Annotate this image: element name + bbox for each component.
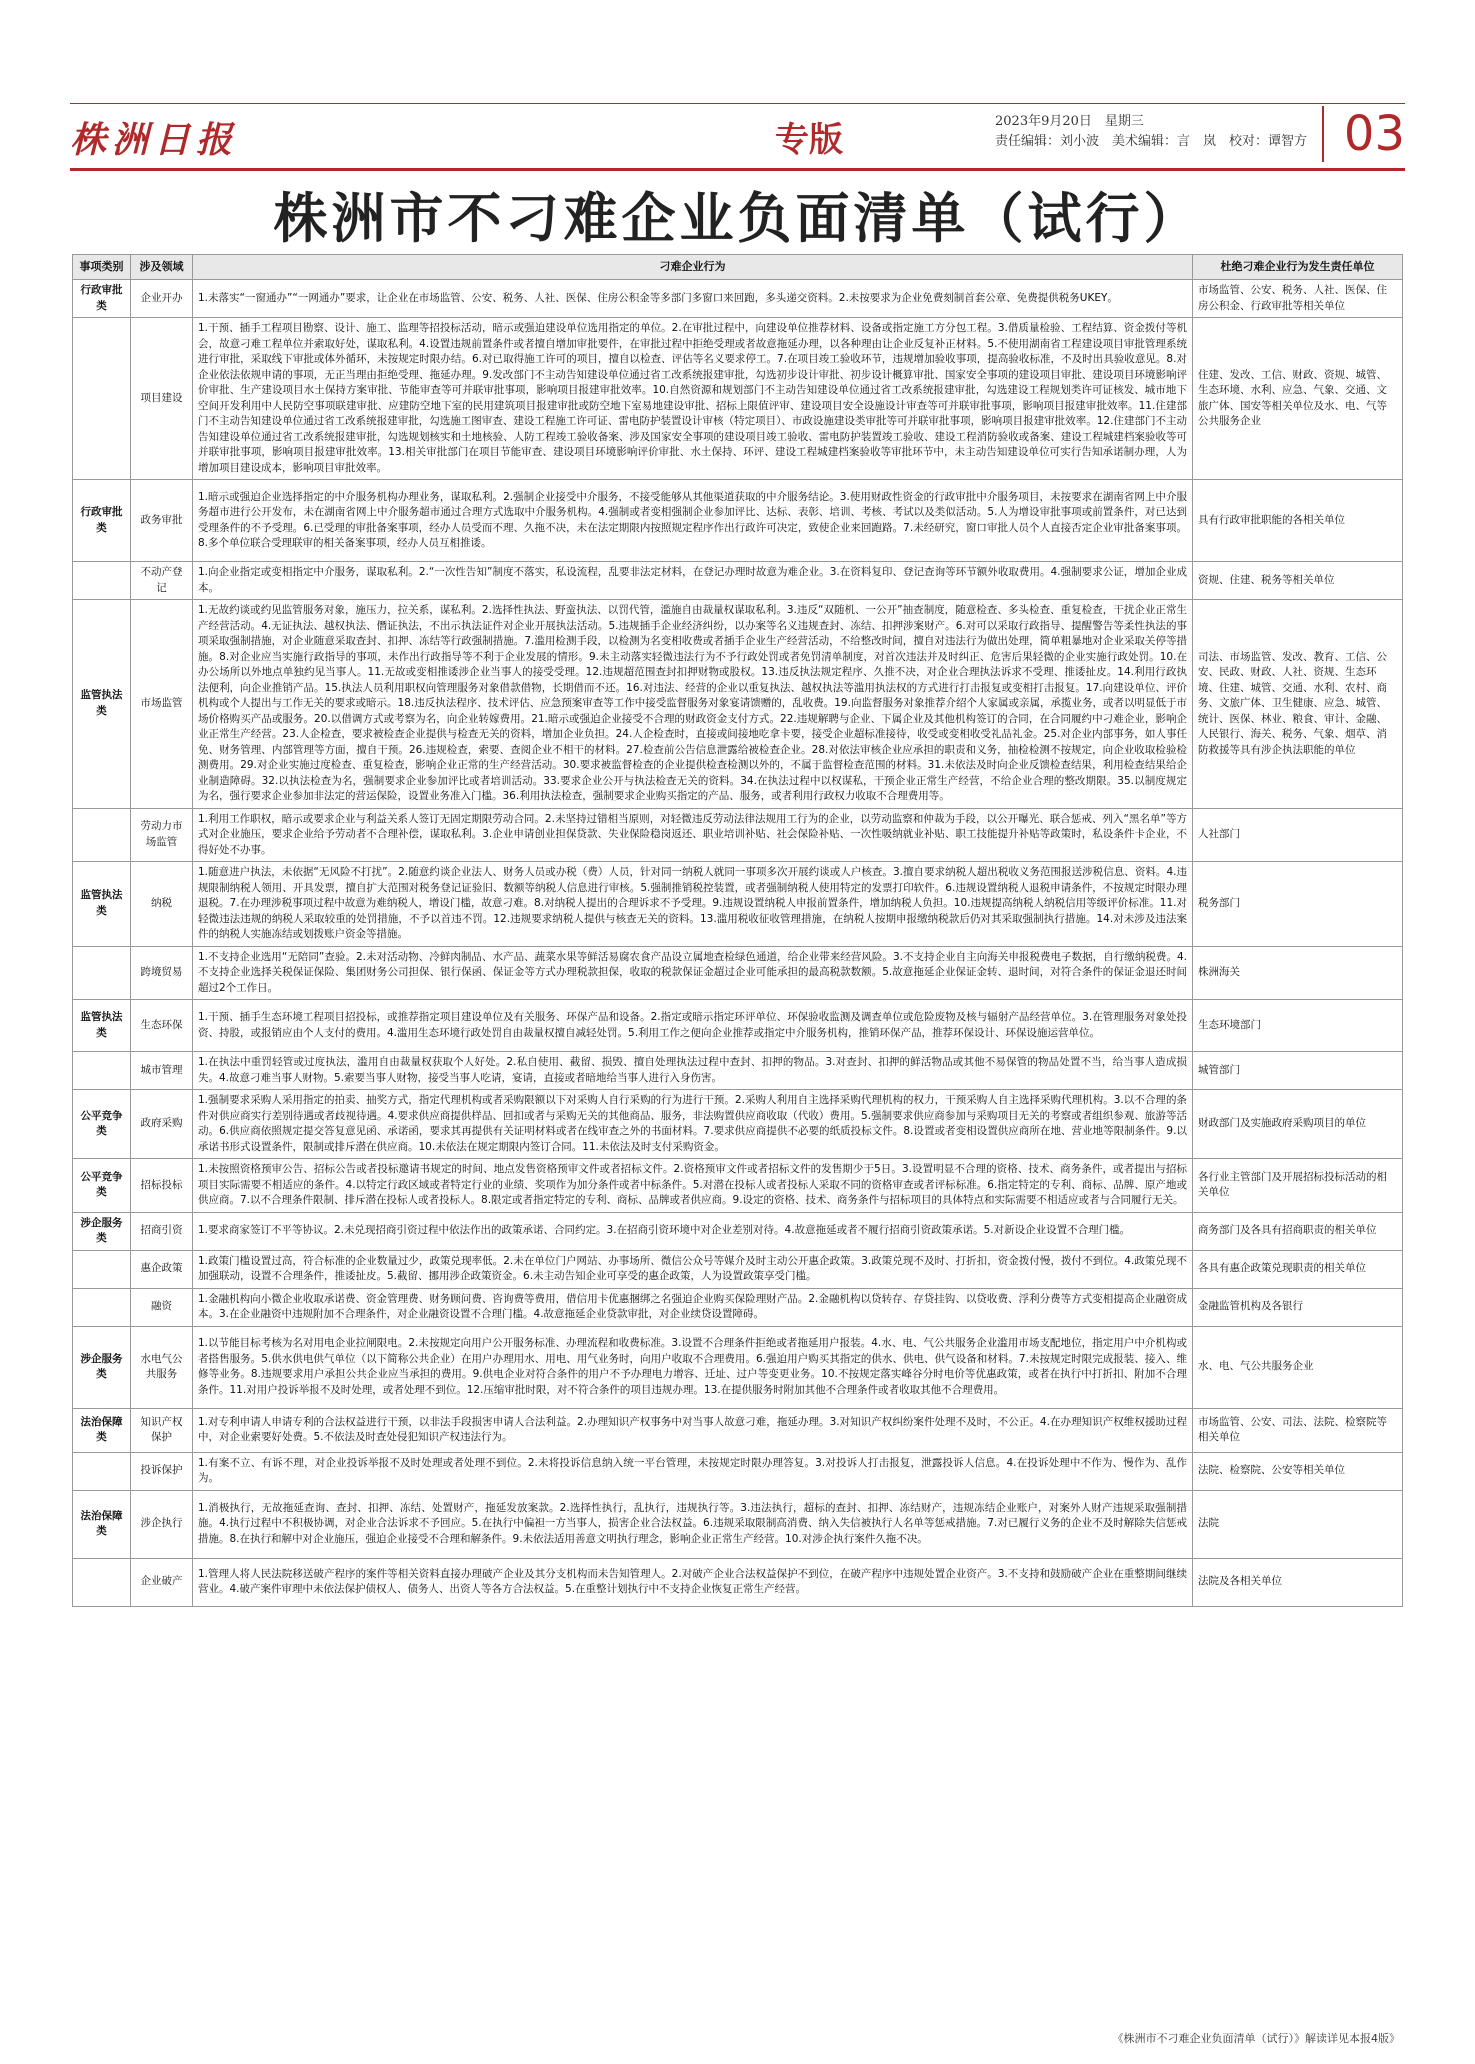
behavior-cell: 1.未落实“一窗通办”“一网通办”要求，让企业在市场监管、公安、税务、人社、医保、住房公积金等多部门多窗口来回跑，多头递交资料。2.未按要求为企业免费刻制首套公章、免费提供税务UKEY。 <box>193 280 1193 318</box>
issue-meta <box>995 112 1307 152</box>
table-row <box>73 280 1403 318</box>
top-rule <box>70 103 1405 104</box>
behavior-cell: 1.随意进户执法，未依据“无风险不打扰”。2.随意约谈企业法人、财务人员或办税（费）人员，针对同一纳税人就同一事项多次开展约谈或人户核查。3.擅自要求纳税人超出税收义务范围报送涉税信息、资料。4.违规限制纳税人领用、开具发票，擅自扩大范围对税务登记证验旧、数额等纳税人信息进行审核。5.强制推销税控装置，或者强制纳税人使用特定的发票打印软件。6.违规设置纳税人退税申请条件，不按规定时限办理退税。7.在办理涉税事项过程中故意为难纳税人，增设门槛，故意刁难。8.对纳税人提出的合理诉求不予受理。9.违规设置纳税人申报前置条件，增加纳税人负担。10.违规提高纳税人纳税信用等级评价标准。11.对轻微违法违规的纳税人采取较重的处罚措施，不予以首违不罚。12.违规要求纳税人提供与核查无关的资料。13.滥用税收征收管理措施，在纳税人按期申报缴纳税款后仍对其采取强制执行措施。14.对未涉及违法案件的纳税人实施冻结或划拨账户资金等措施。 <box>193 862 1193 947</box>
newspaper-logo: 株洲日报 <box>70 119 239 161</box>
table-row <box>73 1052 1403 1090</box>
category-cell: 监管执法类 <box>73 862 131 947</box>
responsible-cell: 水、电、气公共服务企业 <box>1193 1326 1403 1408</box>
negative-list-table <box>72 254 1403 1607</box>
category-cell: 行政审批类 <box>73 480 131 562</box>
table-row <box>73 862 1403 947</box>
category-cell: 监管执法类 <box>73 1000 131 1052</box>
field-cell: 政府采购 <box>131 1090 193 1159</box>
category-cell: 监管执法类 <box>73 600 131 809</box>
behavior-cell: 1.金融机构向小微企业收取承诺费、资金管理费、财务顾问费、咨询费等费用，借信用卡优惠捆绑之名强迫企业购买保险理财产品。2.金融机构以贷转存、存贷挂钩、以贷收费、浮利分费等方式变相提高企业融资成本。3.在企业融资中违规附加不合理条件，对企业融资设置不合理门槛。4.故意拖延企业贷款审批，对企业续贷设置障碍。 <box>193 1288 1193 1326</box>
issue-editors: 责任编辑：刘小波 美术编辑：言 岚 校对：谭智方 <box>995 134 1308 149</box>
table-row <box>73 1250 1403 1288</box>
category-cell <box>73 1452 131 1490</box>
responsible-cell: 法院及各相关单位 <box>1193 1558 1403 1606</box>
category-cell <box>73 562 131 600</box>
behavior-cell: 1.消极执行，无故拖延查询、查封、扣押、冻结、处置财产，拖延发放案款。2.选择性执行，乱执行，违规执行等。3.违法执行，超标的查封、扣押、冻结财产，违规冻结企业账户，对案外人财产违规采取强制措施。4.执行过程中不积极协调，对企业合法诉求不予回应。5.在执行中偏袒一方当事人，损害企业合法权益。6.违规采取限制高消费、纳入失信被执行人名单等惩戒措施。7.对已履行义务的企业不及时解除失信惩戒措施。8.在执行和解中对企业施压，强迫企业接受不合理和解条件。9.未依法适用善意文明执行理念，影响企业正常生产经营。10.对涉企执行案件久拖不决。 <box>193 1490 1193 1558</box>
behavior-cell: 1.要求商家签订不平等协议。2.未兑现招商引资过程中依法作出的政策承诺、合同约定。3.在招商引资环境中对企业差别对待。4.故意拖延或者不履行招商引资政策承诺。5.对新设企业设置不合理门槛。 <box>193 1212 1193 1250</box>
responsible-cell: 资规、住建、税务等相关单位 <box>1193 562 1403 600</box>
responsible-cell: 商务部门及各具有招商职责的相关单位 <box>1193 1212 1403 1250</box>
table-row <box>73 1288 1403 1326</box>
table-row <box>73 1159 1403 1213</box>
table-row <box>73 1090 1403 1159</box>
category-cell <box>73 1558 131 1606</box>
behavior-cell: 1.向企业指定或变相指定中介服务，谋取私利。2.“一次性告知”制度不落实，私设流程，乱要非法定材料，在登记办理时故意为难企业。3.在资料复印、登记查询等环节额外收取费用。4.强制要求公证，增加企业成本。 <box>193 562 1193 600</box>
field-cell: 涉企执行 <box>131 1490 193 1558</box>
category-cell: 法治保障类 <box>73 1408 131 1452</box>
field-cell: 水电气公共服务 <box>131 1326 193 1408</box>
behavior-cell: 1.强制要求采购人采用指定的拍卖、抽奖方式，指定代理机构或者采购限额以下对采购人自行采购的行为进行干预。2.采购人利用自主选择采购代理机构的权力，干预采购人自主选择采购代理机构。3.以不合理的条件对供应商实行差别待遇或者歧视待遇。4.要求供应商提供样品、回扣或者与采购无关的其他商品、服务，非法购置供应商收取（代收）费用。5.强制要求供应商参加与采购项目无关的考察或者组织参观、旅游等活动。6.供应商依照规定提交答复意见函、承诺函，要求其再提供有关证明材料或者在线审查之外的书面材料。7.要求供应商提供不必要的纸质投标文件。8.设置或者变相设置供应商所在地、营业地等限制条件。9.以承诺书形式设置条件，限制或排斥潜在供应商。10.未依法在规定期限内签订合同。11.未依法及时支付采购资金。 <box>193 1090 1193 1159</box>
behavior-cell: 1.未按照资格预审公告、招标公告或者投标邀请书规定的时间、地点发售资格预审文件或者招标文件。2.资格预审文件或者招标文件的发售期少于5日。3.设置明显不合理的资格、技术、商务条件，或者提出与招标项目实际需要不相适应的条件。4.以特定行政区域或者特定行业的业绩、奖项作为加分条件或者中标条件。5.对潜在投标人或者投标人采取不同的资格审查或者评标标准。6.指定特定的专利、商标、品牌、原产地或供应商。7.以不合理条件限制、排斥潜在投标人或者投标人。8.限定或者指定特定的专利、商标、品牌或者供应商。9.设定的资格、技术、商务条件与招标项目的具体特点和实际需要不相适应或者与合同履行无关。 <box>193 1159 1193 1213</box>
table-row <box>73 1000 1403 1052</box>
behavior-cell: 1.有案不立、有诉不理，对企业投诉举报不及时处理或者处理不到位。2.未将投诉信息纳入统一平台管理，未按规定时限办理答复。3.对投诉人打击报复，泄露投诉人信息。4.在投诉处理中不作为、慢作为、乱作为。 <box>193 1452 1193 1490</box>
table-row <box>73 480 1403 562</box>
section-label: 专版 <box>775 120 843 160</box>
field-cell: 投诉保护 <box>131 1452 193 1490</box>
masthead <box>70 106 1405 170</box>
header-rule <box>70 168 1405 171</box>
responsible-cell: 财政部门及实施政府采购项目的单位 <box>1193 1090 1403 1159</box>
category-cell <box>73 1052 131 1090</box>
table-row <box>73 600 1403 809</box>
page-title: 株洲市不刁难企业负面清单（试行） <box>273 186 1202 250</box>
field-cell: 不动产登记 <box>131 562 193 600</box>
table-row <box>73 562 1403 600</box>
issue-date: 2023年9月20日 星期三 <box>995 114 1144 129</box>
field-cell: 政务审批 <box>131 480 193 562</box>
responsible-cell: 人社部门 <box>1193 808 1403 862</box>
field-cell: 纳税 <box>131 862 193 947</box>
field-cell: 劳动力市场监管 <box>131 808 193 862</box>
col-header-category: 事项类别 <box>73 255 131 280</box>
table-row <box>73 1558 1403 1606</box>
category-cell: 行政审批类 <box>73 280 131 318</box>
table-header-row <box>73 255 1403 280</box>
field-cell: 招商引资 <box>131 1212 193 1250</box>
table-row <box>73 318 1403 480</box>
category-cell <box>73 1250 131 1288</box>
field-cell: 跨境贸易 <box>131 946 193 1000</box>
behavior-cell: 1.利用工作职权，暗示或要求企业与利益关系人签订无固定期限劳动合同。2.未坚持过错相当原则，对轻微违反劳动法律法规用工行为的企业，以劳动监察和仲裁为手段，以公开曝光、联合惩戒、列入“黑名单”等方式对企业施压，要求企业给予劳动者不合理补偿，谋取私利。3.企业申请创业担保贷款、失业保险稳岗返还、职业培训补贴、社会保险补贴、一次性吸纳就业补贴、职工技能提升补贴等政策时，私设条件卡企业，不得好处不办事。 <box>193 808 1193 862</box>
category-cell <box>73 946 131 1000</box>
behavior-cell: 1.对专利申请人申请专利的合法权益进行干预，以非法手段损害申请人合法利益。2.办理知识产权事务中对当事人故意刁难，拖延办理。3.对知识产权纠纷案件处理不及时，不公正。4.在办理知识产权维权援助过程中，对企业索要好处费。5.不依法及时查处侵犯知识产权违法行为。 <box>193 1408 1193 1452</box>
behavior-cell: 1.干预、插手工程项目勘察、设计、施工、监理等招投标活动，暗示或强迫建设单位选用指定的单位。2.在审批过程中，向建设单位推荐材料、设备或指定施工方分包工程。3.借质量检验、工程结算、资金拨付等机会，故意刁难工程单位并索取好处，谋取私利。4.设置违规前置条件或者擅自增加审批要件，在审批过程中拒绝受理或者故意拖延办理，以各种理由让企业反复补正材料。5.不使用湖南省工程建设项目审批管理系统进行审批，采取线下审批或体外循环，未按规定时限办结。6.对已取得施工许可的项目，擅自以检查、评估等名义要求停工。7.在项目竣工验收环节，违规增加验收事项，提高验收标准，不及时出具验收意见。8.对企业依法依规申请的事项，无正当理由拒绝受理、拖延办理。9.发改部门不主动告知建设单位通过省工改系统报建审批，勾选初步设计审批、初步设计概算审批、国家安全事项的建设项目审批、建设项目环境影响评价审批、生产建设项目水土保持方案审批、节能审查等可并联审批事项，影响项目报建审批效率。10.自然资源和规划部门不主动告知建设单位通过省工改系统报建审批，勾选建设工程规划类许可证核发、城市地下空间开发利用中人民防空事项联建审批、应建防空地下室的民用建筑项目报建审批或防空地下室易地建设审批、招标上限值评审、建设项目安全设施设计审查等可并联审批事项，影响项目报建审批效率。11.住建部门不主动告知建设单位通过省工改系统报建审批，勾选施工图审查、建设工程施工许可证、雷电防护装置设计审核（特定项目）、市政设施建设类审批等可并联审批事项，影响项目报建审批效率。12.住建部门不主动告知建设单位通过省工改系统报建审批，勾选规划核实和土地核验、人防工程竣工验收备案、涉及国家安全事项的建设项目竣工验收、雷电防护装置竣工验收、建设工程消防验收或备案、建设工程城建档案验收等可并联审批事项，影响项目报建审批效率。13.相关审批部门在项目节能审查、建设项目环境影响评价审批、水土保持、环评、建设工程城建档案验收等审批环节中，未主动告知建设单位可实行告知承诺制办理，人为增加项目建设成本，影响项目审批效率。 <box>193 318 1193 480</box>
responsible-cell: 生态环境部门 <box>1193 1000 1403 1052</box>
col-header-field: 涉及领域 <box>131 255 193 280</box>
behavior-cell: 1.在执法中重罚轻管或过度执法，滥用自由裁量权获取个人好处。2.私自使用、截留、损毁、擅自处理执法过程中查封、扣押的物品。3.对查封、扣押的鲜活物品或其他不易保管的物品处置不当，给当事人造成损失。4.故意刁难当事人财物。5.索要当事人财物，接受当事人吃请，宴请，直接或者暗地给当事人进行入身伤害。 <box>193 1052 1193 1090</box>
behavior-cell: 1.管理人将人民法院移送破产程序的案件等相关资料直接办理破产企业及其分支机构而未告知管理人。2.对破产企业合法权益保护不到位，在破产程序中违规处置企业资产。3.不支持和鼓励破产企业在重整期间继续营业。4.破产案件审理中未依法保护债权人、债务人、出资人等各方合法权益。5.在重整计划执行中不支持企业恢复正常生产经营。 <box>193 1558 1193 1606</box>
category-cell <box>73 318 131 480</box>
responsible-cell: 税务部门 <box>1193 862 1403 947</box>
field-cell: 市场监管 <box>131 600 193 809</box>
field-cell: 知识产权保护 <box>131 1408 193 1452</box>
field-cell: 惠企政策 <box>131 1250 193 1288</box>
field-cell: 招标投标 <box>131 1159 193 1213</box>
category-cell: 涉企服务类 <box>73 1212 131 1250</box>
col-header-behavior: 刁难企业行为 <box>193 255 1193 280</box>
responsible-cell: 法院 <box>1193 1490 1403 1558</box>
table-row <box>73 808 1403 862</box>
table-row <box>73 1452 1403 1490</box>
table-row <box>73 1212 1403 1250</box>
responsible-cell: 各行业主管部门及开展招标投标活动的相关单位 <box>1193 1159 1403 1213</box>
category-cell <box>73 1288 131 1326</box>
footer-note: 《株洲市不刁难企业负面清单（试行）》解读详见本报4版》 <box>1112 2032 1400 2045</box>
behavior-cell: 1.无故约谈或约见监管服务对象，施压力，拉关系，谋私利。2.选择性执法、野蛮执法、以罚代管，滥施自由裁量权谋取私利。3.违反“双随机、一公开”抽查制度，随意检查、多头检查、重复检查，干扰企业正常生产经营活动。4.无证执法、越权执法、僭证执法，不出示执法证件对企业开展执法活动。5.违规插手企业经济纠纷，以办案等名义违规查封、冻结、扣押涉案财产。6.对可以采取行政指导、提醒警告等柔性执法的事项采取强制措施，对企业随意采取查封、扣押、冻结等行政强制措施。7.滥用检测手段，以检测为名变相收费或者插手企业生产经营活动，不给整改时间，擅自对违法行为做出处理，简单粗暴地对企业采取关停等措施。8.对企业应当实施行政指导的事项，未作出行政指导等不利于企业发展的情形。9.未主动落实轻微违法行为不予行政处罚或者免罚清单制度，对首次违法并及时纠正、危害后果轻微的企业实施行政处罚。10.在办公场所以外地点单独约见当事人。11.无故或变相推诿涉企业当事人的接受受理。12.违规超范围查封扣押财物或股权。13.违反执法规定程序、久推不决，对企业合理执法诉求不受理、推诿扯皮。14.利用行政执法便利，向企业推销产品。15.执法人员利用职权向管理服务对象借款借物，长期借而不还。16.对违法、经营的企业以重复执法、越权执法等滥用执法权的方式进行打击报复或变相打击报复。17.向建设单位、评价机构或个人提出与工作无关的要求或暗示。18.违反执法程序、技术评估、应急预案审查等工作中接受监督服务对象宴请馈赠的，乱收费。19.向监督服务对象推荐介绍个人家属或亲属，承揽业务，或者以明显低于市场价格购买产品或服务。20.以借调方式或考察为名，向企业转嫁费用。21.暗示或强迫企业接受不合理的财政资金支付方式。22.违规解聘与企业、下属企业及其他机构签订的合同，在合同履约中刁难企业，影响企业正常生产经营。23.人企检查，要求被检查企业提供与检查无关的资料，增加企业负担。24.人企检查时，直接或间接地吃拿卡要，接受企业超标准接待，收受或变相收受礼品礼金。25.对企业内部事务，如人事任免、财务管理、内部管理等方面，擅自干预。26.违规检查，索要、查阅企业不相干的材料。27.检查前公告信息泄露给被检查企业。28.对依法审核企业应承担的职责和义务，抽检检测不按规定，向企业收取检验检测费用。29.对企业实施过度检查、重复检查，影响企业正常的生产经营活动。30.要求被监督检查的企业提供检查检测以外的，不属于监督检查范围的材料。31.未依法及时向企业反馈检查结果，利用检查结果给企业制造障碍。32.以执法检查为名，强制要求企业参加评比或者培训活动。33.要求企业公开与执法检查无关的资料。34.在执法过程中以权谋私，干预企业正常生产经营，不给企业合理的整改期限。35.以制度规定为名，强行要求企业参加非法定的营运保险，设置业务准入门槛。36.利用执法检查，强制要求企业购买指定的产品、服务，或者利用行政权力收取不合理费用等。 <box>193 600 1193 809</box>
field-cell: 企业开办 <box>131 280 193 318</box>
behavior-cell: 1.政策门槛设置过高，符合标准的企业数量过少，政策兑现率低。2.未在单位门户网站、办事场所、微信公众号等媒介及时主动公开惠企政策。3.政策兑现不及时、打折扣，资金拨付慢，拨付不到位。4.政策兑现不加强联动，设置不合理条件，推诿扯皮。5.截留、挪用涉企政策资金。6.未主动告知企业可享受的惠企政策，人为设置政策享受门槛。 <box>193 1250 1193 1288</box>
field-cell: 融资 <box>131 1288 193 1326</box>
table-row <box>73 1408 1403 1452</box>
responsible-cell: 具有行政审批职能的各相关单位 <box>1193 480 1403 562</box>
category-cell <box>73 808 131 862</box>
behavior-cell: 1.干预、插手生态环境工程项目招投标，或推荐指定项目建设单位及有关服务、环保产品和设备。2.指定或暗示指定环评单位、环保验收监测及调查单位或危险废物及核与辐射产品经营单位。3.在管理服务对象处投资、持股，或报销应由个人支付的费用。4.滥用生态环境行政处罚自由裁量权擅自减轻处罚。5.利用工作之便向企业推荐或指定中介服务机构，推销环保产品，推荐环保设计、环保设施运营单位。 <box>193 1000 1193 1052</box>
responsible-cell: 各具有惠企政策兑现职责的相关单位 <box>1193 1250 1403 1288</box>
responsible-cell: 金融监管机构及各银行 <box>1193 1288 1403 1326</box>
category-cell: 公平竞争类 <box>73 1159 131 1213</box>
field-cell: 企业破产 <box>131 1558 193 1606</box>
responsible-cell: 株洲海关 <box>1193 946 1403 1000</box>
col-header-responsible: 杜绝刁难企业行为发生责任单位 <box>1193 255 1403 280</box>
field-cell: 城市管理 <box>131 1052 193 1090</box>
field-cell: 项目建设 <box>131 318 193 480</box>
page-number: 03 <box>1322 106 1405 162</box>
behavior-cell: 1.以节能目标考核为名对用电企业拉闸限电。2.未按规定向用户公开服务标准、办理流程和收费标准。3.设置不合理条件拒绝或者拖延用户报装。4.水、电、气公共服务企业滥用市场支配地位，指定用户中介机构或者搭售服务。5.供水供电供气单位（以下简称公共企业）在用户办理用水、用电、用气业务时，向用户收取不合理费用。6.强迫用户购买其指定的供水、供电、供气设备和材料。7.未按规定时限完成报装、接入、维修等业务。8.违规要求用户承担公共企业应当承担的费用。9.供电企业对符合条件的用户不予办理电力增容、迁址、过户等变更业务。10.不按规定落实峰谷分时电价等优惠政策，或者在执行中打折扣、附加不合理条件。11.对用户投诉举报不及时处理，或者处理不到位。12.压缩审批时限，对不符合条件的项目违规办理。13.在提供服务时附加其他不合理条件或者收取其他不合理费用。 <box>193 1326 1193 1408</box>
table-row <box>73 946 1403 1000</box>
table-row <box>73 1326 1403 1408</box>
responsible-cell: 市场监管、公安、税务、人社、医保、住房公积金、行政审批等相关单位 <box>1193 280 1403 318</box>
behavior-cell: 1.不支持企业选用“无陪同”查验。2.未对活动物、冷鲜肉制品、水产品、蔬菜水果等鲜活易腐农食产品设立属地查检绿色通道，给企业带来经营风险。3.不支持企业自主向海关申报税费电子数据，自行缴纳税费。4.不支持企业选择关税保证保险、集团财务公司担保、银行保函、保证金等方式办理税款担保，收取的税款保证金超过企业可能承担的最高税款数额。5.故意拖延企业保证金转、退时间，对符合条件的保证金退还时间超过2个工作日。 <box>193 946 1193 1000</box>
field-cell: 生态环保 <box>131 1000 193 1052</box>
category-cell: 法治保障类 <box>73 1490 131 1558</box>
responsible-cell: 市场监管、公安、司法、法院、检察院等相关单位 <box>1193 1408 1403 1452</box>
responsible-cell: 法院、检察院、公安等相关单位 <box>1193 1452 1403 1490</box>
table-row <box>73 1490 1403 1558</box>
responsible-cell: 住建、发改、工信、财政、资规、城管、生态环境、水利、应急、气象、交通、文旅广体、国安等相关单位及水、电、气等公共服务企业 <box>1193 318 1403 480</box>
responsible-cell: 城管部门 <box>1193 1052 1403 1090</box>
responsible-cell: 司法、市场监管、发改、教育、工信、公安、民政、财政、人社、资规、生态环境、住建、城管、交通、水利、农村、商务、文旅广体、卫生健康、应急、城管、统计、医保、林业、粮食、审计、金融、人民银行、海关、税务、气象、烟草、消防救援等具有涉企执法职能的单位 <box>1193 600 1403 809</box>
category-cell: 涉企服务类 <box>73 1326 131 1408</box>
category-cell: 公平竞争类 <box>73 1090 131 1159</box>
behavior-cell: 1.暗示或强迫企业选择指定的中介服务机构办理业务，谋取私利。2.强制企业接受中介服务，不接受能够从其他渠道获取的中介服务结论。3.使用财政性资金的行政审批中介服务项目，未按要求在湖南省网上中介服务超市进行公开发布，未在湖南省网上中介服务超市通过合理方式选取中介服务机构。4.强制或者变相强制企业参加评比、达标、表彰、培训、考核、考试以及类似活动。5.人为增设审批事项或前置条件，对已达到受理条件的不予受理。6.已受理的审批备案事项，经办人员受而不理、久拖不决，未在法定期限内按照规定程序作出行政许可决定，致使企业来回跑路。7.未经研究，窗口审批人员个人直接否定企业审批备案事项。8.多个单位联合受理联审的相关备案事项，经办人员互相推诿。 <box>193 480 1193 562</box>
